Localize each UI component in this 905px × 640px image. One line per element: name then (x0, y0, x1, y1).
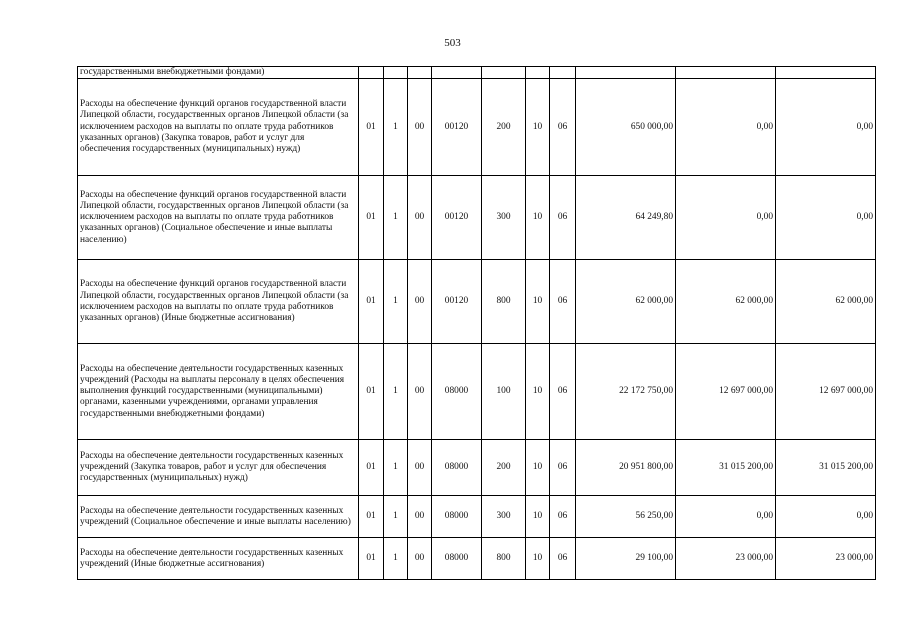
row-description: Расходы на обеспечение деятельности государственных казенных учреждений (Расходы на выплаты персоналу в целях обеспечения выполнения функций государственными (муниципальными) органами, казенными учреждениями, органами управления государственными внебюджетными фондами) (78, 344, 359, 440)
code-direction: 08000 (432, 344, 482, 440)
table-row (78, 440, 876, 496)
row-description: Расходы на обеспечение деятельности государственных казенных учреждений (Социальное обеспечение и иные выплаты населению) (78, 496, 359, 538)
code-expense-type: 300 (482, 176, 526, 260)
code-direction: 08000 (432, 538, 482, 580)
amount-year-3: 62 000,00 (776, 260, 876, 344)
amount-year-3: 0,00 (776, 79, 876, 176)
amount-year-3: 0,00 (776, 496, 876, 538)
code-main-event: 00 (408, 79, 432, 176)
code-expense-type: 200 (482, 79, 526, 176)
amount-year-2: 12 697 000,00 (676, 344, 776, 440)
code-program: 01 (359, 440, 384, 496)
code-expense-type: 800 (482, 538, 526, 580)
row-description: государственными внебюджетными фондами) (78, 67, 359, 79)
code-subsection: 06 (550, 538, 576, 580)
code-subprogram: 1 (384, 538, 408, 580)
amount-year-1 (576, 67, 676, 79)
code-subprogram: 1 (384, 440, 408, 496)
code-section: 10 (526, 260, 550, 344)
code-direction: 08000 (432, 440, 482, 496)
amount-year-1: 20 951 800,00 (576, 440, 676, 496)
amount-year-3: 0,00 (776, 176, 876, 260)
code-section: 10 (526, 496, 550, 538)
code-main-event: 00 (408, 440, 432, 496)
code-direction: 00120 (432, 176, 482, 260)
row-description: Расходы на обеспечение деятельности государственных казенных учреждений (Иные бюджетные ассигнования) (78, 538, 359, 580)
amount-year-2: 0,00 (676, 176, 776, 260)
code-subprogram: 1 (384, 260, 408, 344)
code-expense-type: 200 (482, 440, 526, 496)
table-row (78, 67, 876, 79)
amount-year-3: 12 697 000,00 (776, 344, 876, 440)
code-subprogram: 1 (384, 176, 408, 260)
amount-year-3 (776, 67, 876, 79)
table-row (78, 260, 876, 344)
amount-year-1: 62 000,00 (576, 260, 676, 344)
code-program (359, 67, 384, 79)
row-description: Расходы на обеспечение функций органов государственной власти Липецкой области, государственных органов Липецкой области (за исключением расходов на выплаты по оплате труда работников указанных органов) (Социальное обеспечение и иные выплаты населению) (78, 176, 359, 260)
code-section: 10 (526, 440, 550, 496)
amount-year-1: 29 100,00 (576, 538, 676, 580)
table-row (78, 79, 876, 176)
code-program: 01 (359, 538, 384, 580)
code-main-event: 00 (408, 496, 432, 538)
code-direction (432, 67, 482, 79)
code-program: 01 (359, 176, 384, 260)
code-main-event (408, 67, 432, 79)
amount-year-2: 0,00 (676, 79, 776, 176)
code-expense-type: 300 (482, 496, 526, 538)
code-subprogram: 1 (384, 79, 408, 176)
amount-year-2 (676, 67, 776, 79)
code-section: 10 (526, 344, 550, 440)
row-description: Расходы на обеспечение деятельности государственных казенных учреждений (Закупка товаров, работ и услуг для обеспечения государственных (муниципальных) нужд) (78, 440, 359, 496)
table-row (78, 176, 876, 260)
table-row (78, 344, 876, 440)
code-program: 01 (359, 79, 384, 176)
code-section (526, 67, 550, 79)
code-subsection: 06 (550, 176, 576, 260)
code-direction: 00120 (432, 79, 482, 176)
code-subsection: 06 (550, 344, 576, 440)
code-main-event: 00 (408, 538, 432, 580)
code-program: 01 (359, 260, 384, 344)
code-direction: 08000 (432, 496, 482, 538)
amount-year-3: 23 000,00 (776, 538, 876, 580)
code-subsection: 06 (550, 496, 576, 538)
code-expense-type: 100 (482, 344, 526, 440)
code-direction: 00120 (432, 260, 482, 344)
amount-year-1: 64 249,80 (576, 176, 676, 260)
row-description: Расходы на обеспечение функций органов государственной власти Липецкой области, государственных органов Липецкой области (за исключением расходов на выплаты по оплате труда работников указанных органов) (Закупка товаров, работ и услуг для обеспечения государственных (муниципальных) нужд) (78, 79, 359, 176)
code-subsection: 06 (550, 260, 576, 344)
code-subprogram (384, 67, 408, 79)
code-main-event: 00 (408, 260, 432, 344)
amount-year-1: 22 172 750,00 (576, 344, 676, 440)
table-row (78, 538, 876, 580)
code-expense-type: 800 (482, 260, 526, 344)
code-subsection (550, 67, 576, 79)
amount-year-1: 650 000,00 (576, 79, 676, 176)
amount-year-2: 0,00 (676, 496, 776, 538)
row-description: Расходы на обеспечение функций органов государственной власти Липецкой области, государственных органов Липецкой области (за исключением расходов на выплаты по оплате труда работников указанных органов) (Иные бюджетные ассигнования) (78, 260, 359, 344)
amount-year-2: 31 015 200,00 (676, 440, 776, 496)
code-main-event: 00 (408, 344, 432, 440)
amount-year-2: 62 000,00 (676, 260, 776, 344)
code-program: 01 (359, 496, 384, 538)
amount-year-3: 31 015 200,00 (776, 440, 876, 496)
code-subprogram: 1 (384, 496, 408, 538)
amount-year-1: 56 250,00 (576, 496, 676, 538)
code-subsection: 06 (550, 79, 576, 176)
budget-table (77, 66, 876, 580)
code-section: 10 (526, 538, 550, 580)
page-number: 503 (444, 37, 461, 49)
code-program: 01 (359, 344, 384, 440)
code-section: 10 (526, 79, 550, 176)
code-section: 10 (526, 176, 550, 260)
amount-year-2: 23 000,00 (676, 538, 776, 580)
code-main-event: 00 (408, 176, 432, 260)
code-subprogram: 1 (384, 344, 408, 440)
table-row (78, 496, 876, 538)
code-subsection: 06 (550, 440, 576, 496)
code-expense-type (482, 67, 526, 79)
